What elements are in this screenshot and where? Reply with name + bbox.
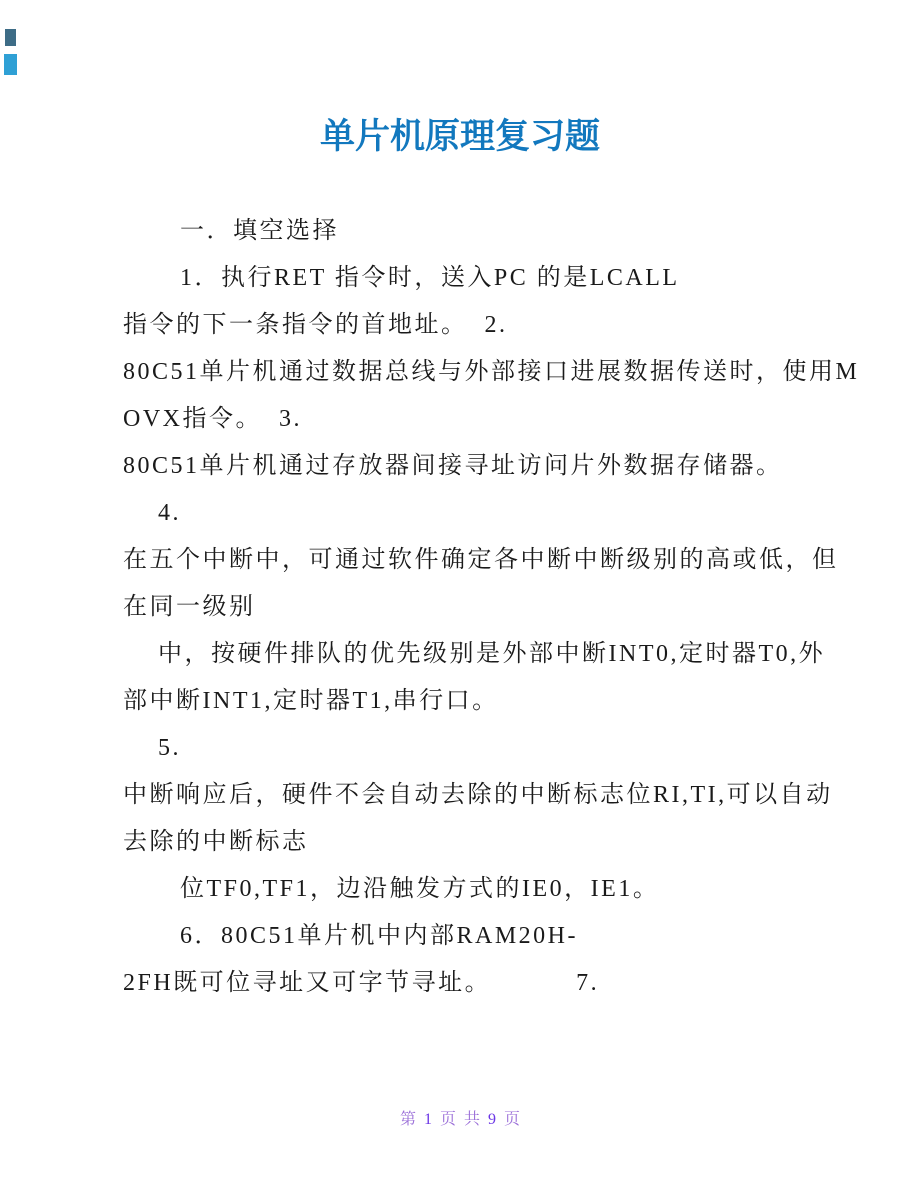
page-footer xyxy=(0,1108,920,1132)
text-line: OVX指令。 3. xyxy=(123,406,302,432)
text-line: 5. xyxy=(158,735,181,761)
text-line: 部中断INT1,定时器T1,串行口。 xyxy=(123,688,499,714)
text-line: 2FH既可位寻址又可字节寻址。 7. xyxy=(123,970,600,996)
text-line: 位TF0,TF1，边沿触发方式的IE0，IE1。 xyxy=(180,876,660,902)
footer-label-ye2: 页 xyxy=(504,1111,521,1128)
text-line: 去除的中断标志 xyxy=(123,829,309,855)
text-line: 4. xyxy=(158,500,181,526)
footer-label-gong: 共 xyxy=(464,1111,481,1128)
text-line: 6．80C51单片机中内部RAM20H- xyxy=(180,923,579,949)
corner-mark-bottom xyxy=(4,54,17,75)
text-line: 在五个中断中，可通过软件确定各中断中断级别的高或低，但 xyxy=(123,547,839,573)
footer-label-di: 第 xyxy=(399,1111,416,1128)
text-line: 中，按硬件排队的优先级别是外部中断INT0,定时器T0,外 xyxy=(158,641,826,667)
footer-label-ye: 页 xyxy=(439,1111,456,1128)
footer-page-number: 1 xyxy=(423,1111,432,1128)
text-line: 1．执行RET 指令时，送入PC 的是LCALL xyxy=(180,265,680,291)
text-line: 80C51单片机通过数据总线与外部接口进展数据传送时，使用M xyxy=(123,359,860,385)
footer-total-pages: 9 xyxy=(488,1111,497,1128)
corner-mark-top xyxy=(5,29,16,46)
text-line: 80C51单片机通过存放器间接寻址访问片外数据存储器。 xyxy=(123,453,783,479)
text-line: 中断响应后，硬件不会自动去除的中断标志位RI,TI,可以自动 xyxy=(123,782,833,808)
text-line: 在同一级别 xyxy=(123,594,256,620)
text-line: 指令的下一条指令的首地址。 2. xyxy=(123,312,508,338)
page-title: 单片机原理复习题 xyxy=(319,117,600,156)
document-body xyxy=(123,208,913,1007)
text-line: 一．填空选择 xyxy=(180,218,339,244)
